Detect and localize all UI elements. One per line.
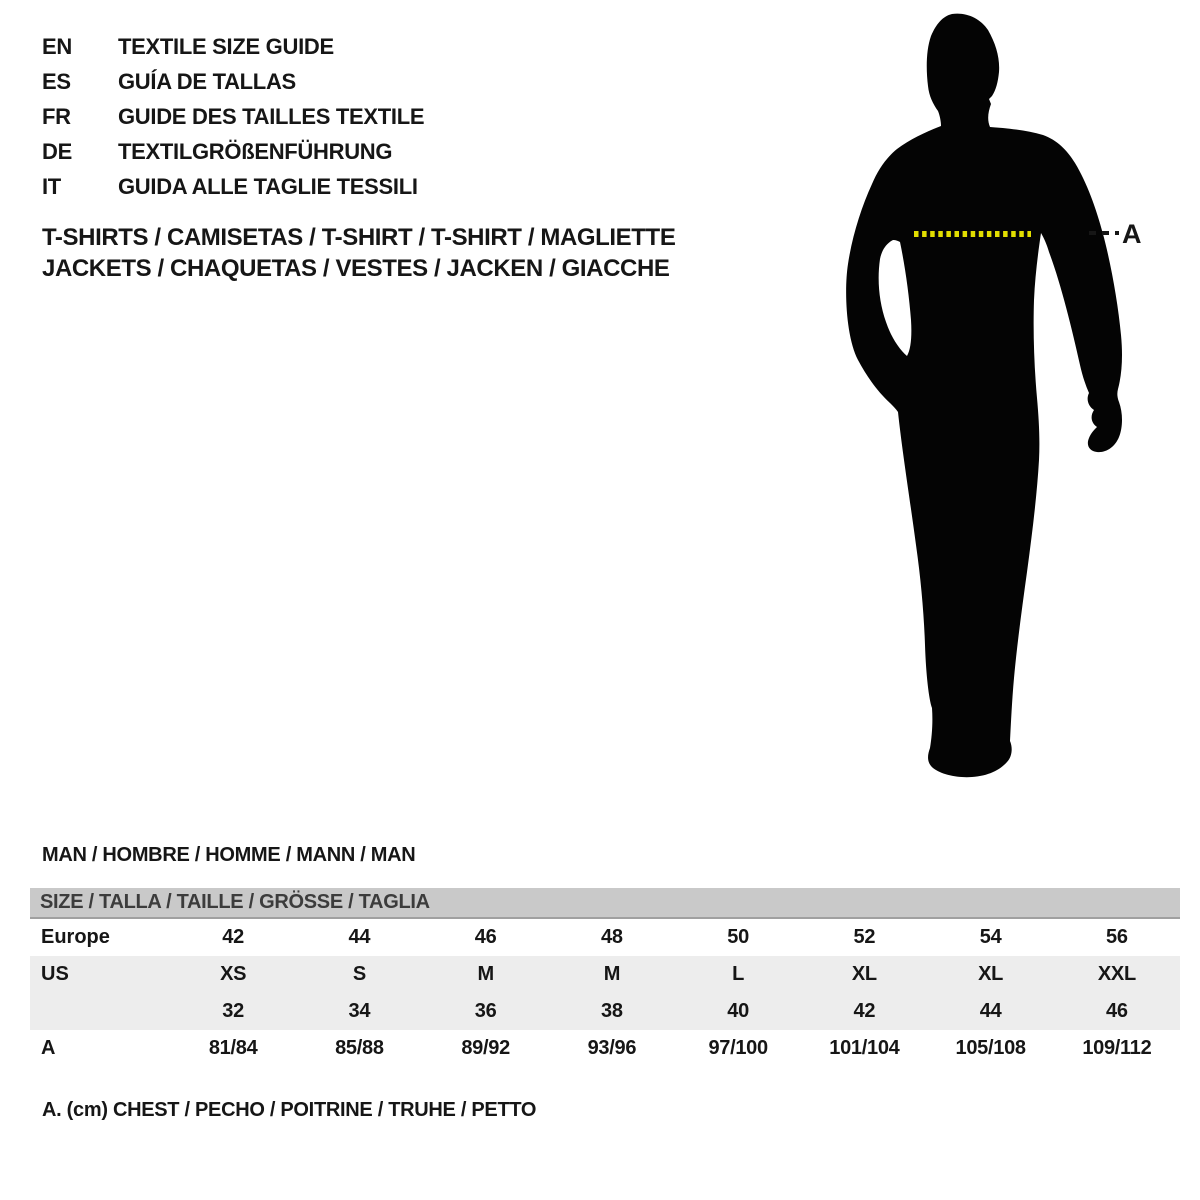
table-cell: XS [220,963,247,985]
guide-title: TEXTILGRÖßENFÜHRUNG [118,138,393,164]
guide-title: GUIDE DES TAILLES TEXTILE [118,103,425,129]
table-cell: 81/84 [208,1037,258,1059]
guide-title: GUÍA DE TALLAS [118,68,296,94]
table-cell: XL [851,963,877,985]
table-cell: XL [978,963,1004,985]
guide-title: GUIDA ALLE TAGLIE TESSILI [118,173,418,199]
table-cell: 36 [474,1000,497,1022]
table-cell: 32 [222,1000,244,1022]
language-code: FR [42,103,71,129]
size-table-header [30,888,1180,919]
table-cell: 50 [727,926,749,948]
table-cell: M [603,963,621,985]
table-cell: 105/108 [955,1037,1026,1059]
table-cell: 34 [348,1000,371,1022]
table-cell: 44 [348,926,371,948]
table-cell: 46 [474,926,497,948]
table-row-europe [30,919,1180,956]
table-cell: 97/100 [708,1037,768,1059]
table-cell: 44 [979,1000,1002,1022]
measurement-footnote: A. (cm) CHEST / PECHO / POITRINE / TRUHE / PETTO [42,1099,537,1121]
size-table [30,888,1180,1067]
language-code: DE [42,138,72,164]
size-table-header-label: SIZE / TALLA / TAILLE / GRÖSSE / TAGLIA [40,891,430,913]
table-row-numeric [30,993,1180,1030]
language-row-fr [42,99,424,134]
table-cell: 93/96 [587,1037,637,1059]
table-cell: 85/88 [335,1037,384,1059]
table-cell: 52 [853,926,876,948]
row-label: A [41,1037,56,1059]
table-row-chest-a [30,1030,1180,1067]
guide-title: TEXTILE SIZE GUIDE [118,33,334,59]
language-row-es [42,64,424,99]
table-cell: 89/92 [461,1037,510,1059]
language-row-it [42,169,424,204]
table-cell: 46 [1106,1000,1128,1022]
man-silhouette-figure [820,0,1160,790]
table-cell: 54 [979,926,1002,948]
table-cell: L [732,963,745,985]
row-label: US [41,963,69,985]
table-cell: 38 [601,1000,623,1022]
language-row-en [42,29,424,64]
man-silhouette-svg [820,0,1160,790]
table-cell: 42 [853,1000,876,1022]
table-cell: 42 [222,926,244,948]
table-cell: 40 [727,1000,749,1022]
category-block [42,222,675,284]
language-code: IT [42,173,61,199]
table-cell: 56 [1106,926,1128,948]
table-row-us [30,956,1180,993]
table-cell: M [477,963,494,985]
man-silhouette-shape [846,14,1122,778]
table-cell: XXL [1097,963,1136,985]
row-label: Europe [41,926,110,948]
measure-label-a: A [1122,219,1142,249]
table-cell: 101/104 [829,1037,900,1059]
category-jackets: JACKETS / CHAQUETAS / VESTES / JACKEN / GIACCHE [42,255,670,282]
language-code: ES [42,68,71,94]
category-tshirts: T-SHIRTS / CAMISETAS / T-SHIRT / T-SHIRT / MAGLIETTE [42,224,676,251]
language-row-de [42,134,424,169]
table-cell: 48 [601,926,623,948]
table-cell: S [352,963,366,985]
section-title-man: MAN / HOMBRE / HOMME / MANN / MAN [42,844,416,866]
language-code: EN [42,33,72,59]
table-cell: 109/112 [1082,1037,1152,1059]
language-title-block [42,29,424,204]
